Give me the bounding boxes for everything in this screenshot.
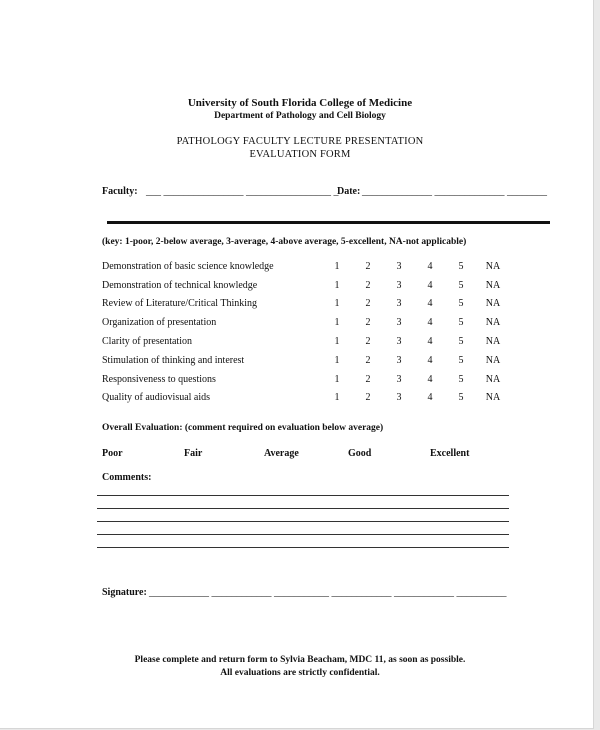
rating-option-5[interactable]: 5 bbox=[458, 280, 464, 291]
faculty-field[interactable]: ___ ________________ _________________ _ bbox=[146, 186, 339, 197]
rating-option-5[interactable]: 5 bbox=[458, 298, 464, 309]
rating-option-2[interactable]: 2 bbox=[365, 392, 371, 403]
criterion-label: Demonstration of technical knowledge bbox=[102, 280, 258, 291]
comment-line bbox=[97, 495, 509, 496]
rating-option-3[interactable]: 3 bbox=[396, 355, 402, 366]
date-label: Date: bbox=[337, 186, 361, 197]
rating-option-4[interactable]: 4 bbox=[427, 261, 433, 272]
comment-line bbox=[97, 547, 509, 548]
rating-option-1[interactable]: 1 bbox=[334, 317, 340, 328]
criterion-label: Clarity of presentation bbox=[102, 336, 192, 347]
rating-option-3[interactable]: 3 bbox=[396, 374, 402, 385]
rating-option-5[interactable]: 5 bbox=[458, 355, 464, 366]
overall-option-excellent[interactable]: Excellent bbox=[430, 448, 470, 459]
rating-option-4[interactable]: 4 bbox=[427, 355, 433, 366]
rating-option-2[interactable]: 2 bbox=[365, 261, 371, 272]
rating-option-3[interactable]: 3 bbox=[396, 336, 402, 347]
rating-option-na[interactable]: NA bbox=[485, 261, 501, 272]
section-divider bbox=[107, 221, 550, 224]
rating-option-5[interactable]: 5 bbox=[458, 374, 464, 385]
overall-option-poor[interactable]: Poor bbox=[102, 448, 123, 459]
form-title-line2: EVALUATION FORM bbox=[249, 149, 351, 160]
rating-option-1[interactable]: 1 bbox=[334, 261, 340, 272]
criterion-label: Organization of presentation bbox=[102, 317, 217, 328]
criterion-label: Demonstration of basic science knowledge bbox=[102, 261, 274, 272]
comment-line bbox=[97, 521, 509, 522]
rating-option-1[interactable]: 1 bbox=[334, 392, 340, 403]
rating-option-na[interactable]: NA bbox=[485, 392, 501, 403]
rating-option-3[interactable]: 3 bbox=[396, 261, 402, 272]
comments-label: Comments: bbox=[102, 472, 152, 483]
rating-option-2[interactable]: 2 bbox=[365, 374, 371, 385]
comment-line bbox=[97, 508, 509, 509]
criterion-label: Stimulation of thinking and interest bbox=[102, 355, 245, 366]
rating-option-4[interactable]: 4 bbox=[427, 280, 433, 291]
rating-option-2[interactable]: 2 bbox=[365, 336, 371, 347]
rating-option-3[interactable]: 3 bbox=[396, 298, 402, 309]
rating-option-na[interactable]: NA bbox=[485, 317, 501, 328]
overall-option-good[interactable]: Good bbox=[348, 448, 372, 459]
overall-option-average[interactable]: Average bbox=[264, 448, 299, 459]
rating-option-5[interactable]: 5 bbox=[458, 392, 464, 403]
confidentiality-note: All evaluations are strictly confidential. bbox=[220, 668, 380, 678]
rating-option-3[interactable]: 3 bbox=[396, 392, 402, 403]
rating-option-2[interactable]: 2 bbox=[365, 280, 371, 291]
rating-option-3[interactable]: 3 bbox=[396, 317, 402, 328]
rating-option-4[interactable]: 4 bbox=[427, 317, 433, 328]
signature-field[interactable]: ____________ ____________ ___________ ____________ ____________ __________ bbox=[149, 587, 507, 598]
rating-option-1[interactable]: 1 bbox=[334, 298, 340, 309]
rating-option-4[interactable]: 4 bbox=[427, 298, 433, 309]
criterion-label: Quality of audiovisual aids bbox=[102, 392, 211, 403]
form-title-line1: PATHOLOGY FACULTY LECTURE PRESENTATION bbox=[176, 136, 424, 147]
rating-option-1[interactable]: 1 bbox=[334, 336, 340, 347]
rating-option-5[interactable]: 5 bbox=[458, 336, 464, 347]
rating-option-1[interactable]: 1 bbox=[334, 374, 340, 385]
rating-option-na[interactable]: NA bbox=[485, 280, 501, 291]
rating-option-5[interactable]: 5 bbox=[458, 261, 464, 272]
overall-evaluation-heading: Overall Evaluation: (comment required on evaluation below average) bbox=[102, 423, 384, 433]
comment-line bbox=[97, 534, 509, 535]
rating-option-1[interactable]: 1 bbox=[334, 355, 340, 366]
rating-option-na[interactable]: NA bbox=[485, 374, 501, 385]
signature-label: Signature: bbox=[102, 587, 147, 598]
criterion-label: Responsiveness to questions bbox=[102, 374, 216, 385]
criterion-label: Review of Literature/Critical Thinking bbox=[102, 298, 258, 309]
rating-option-2[interactable]: 2 bbox=[365, 298, 371, 309]
rating-option-5[interactable]: 5 bbox=[458, 317, 464, 328]
rating-option-2[interactable]: 2 bbox=[365, 355, 371, 366]
return-instructions: Please complete and return form to Sylvia Beacham, MDC 11, as soon as possible. bbox=[134, 655, 466, 665]
rating-option-na[interactable]: NA bbox=[485, 355, 501, 366]
rating-option-1[interactable]: 1 bbox=[334, 280, 340, 291]
rating-option-3[interactable]: 3 bbox=[396, 280, 402, 291]
overall-option-fair[interactable]: Fair bbox=[184, 448, 203, 459]
institution-name: University of South Florida College of Medicine bbox=[187, 97, 413, 109]
date-field[interactable]: ______________ ______________ ________ bbox=[362, 186, 547, 197]
rating-key: (key: 1-poor, 2-below average, 3-average, 4-above average, 5-excellent, NA-not applicable) bbox=[102, 237, 467, 247]
rating-option-na[interactable]: NA bbox=[485, 298, 501, 309]
department-name: Department of Pathology and Cell Biology bbox=[214, 111, 386, 121]
rating-option-2[interactable]: 2 bbox=[365, 317, 371, 328]
rating-option-4[interactable]: 4 bbox=[427, 392, 433, 403]
faculty-label: Faculty: bbox=[102, 186, 138, 197]
rating-option-4[interactable]: 4 bbox=[427, 336, 433, 347]
rating-option-na[interactable]: NA bbox=[485, 336, 501, 347]
rating-option-4[interactable]: 4 bbox=[427, 374, 433, 385]
